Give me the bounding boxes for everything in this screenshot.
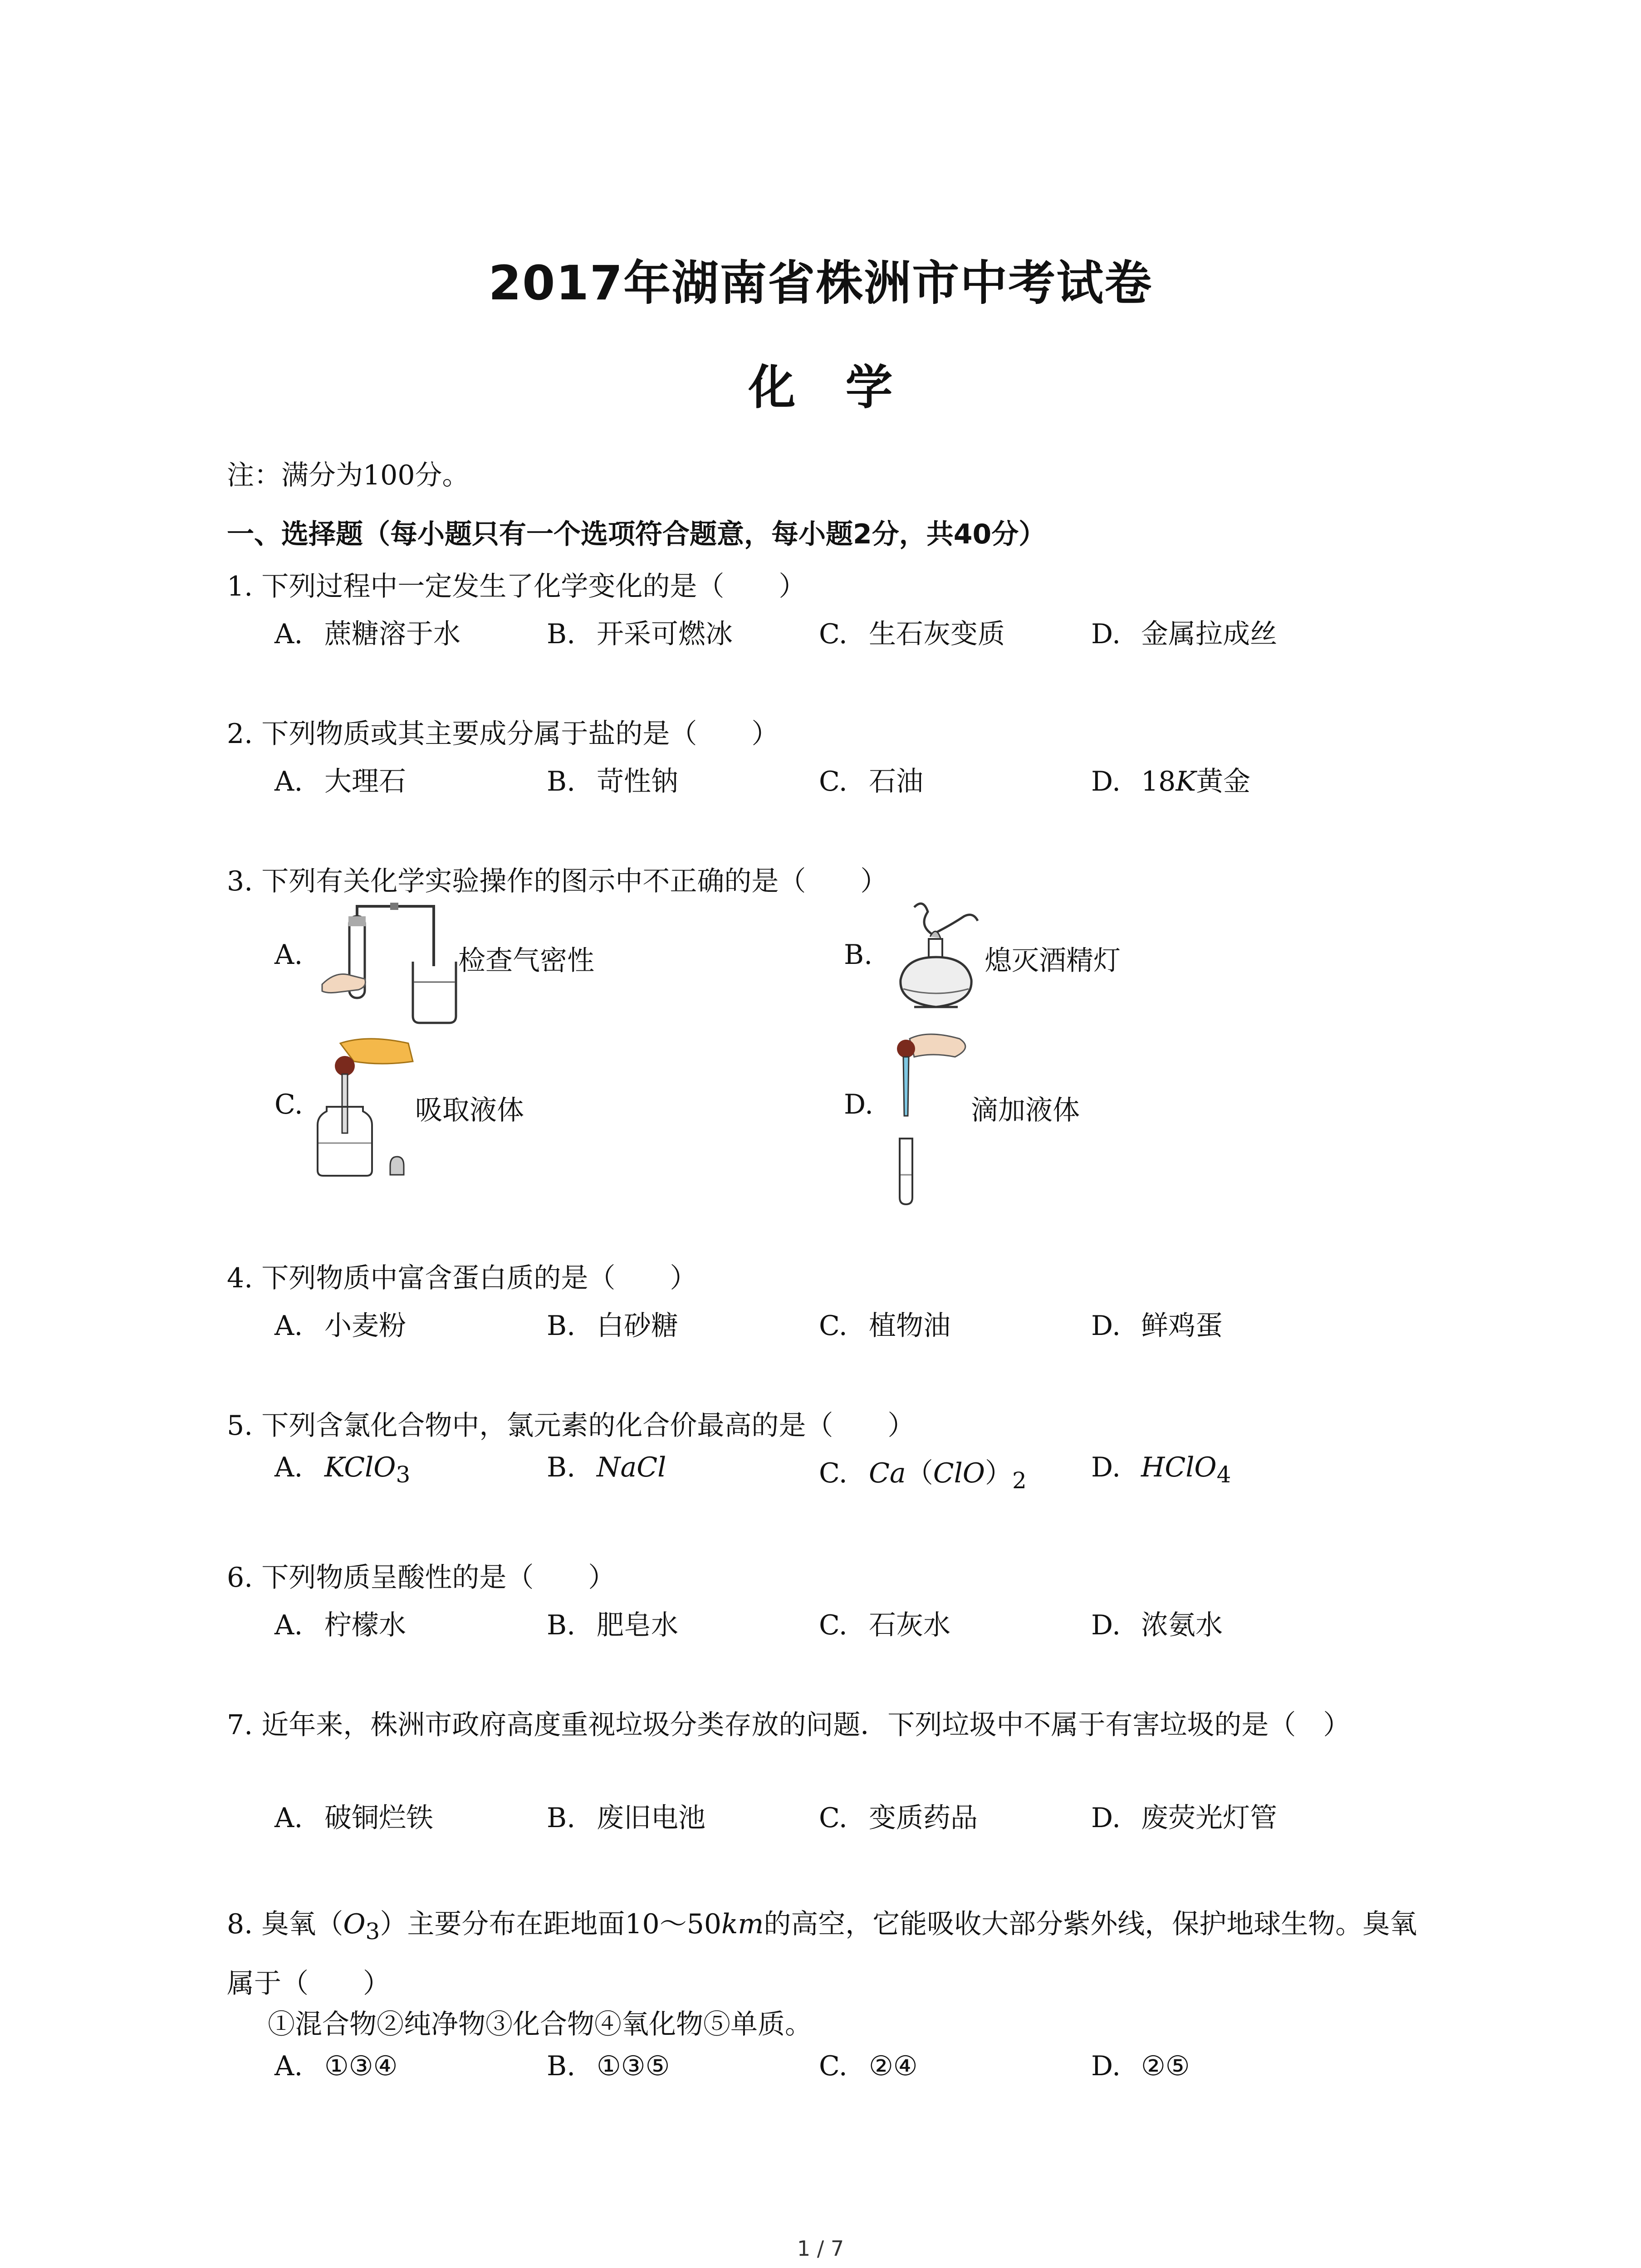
exam-title: 2017年湖南省株洲市中考试卷 <box>488 255 1153 311</box>
airtightness-check-icon <box>318 903 463 1030</box>
option-b[interactable]: B. 肥皂水 <box>547 1609 678 1641</box>
question-6-stem: 6. 下列物质呈酸性的是（ ） <box>227 1562 616 1593</box>
score-note: 注：满分为100分。 <box>227 459 470 491</box>
option-c[interactable]: C. 植物油 <box>819 1310 950 1342</box>
option-a[interactable]: A. KClO$_3$ <box>274 1452 411 1488</box>
option-d[interactable]: D. 鲜鸡蛋 <box>1091 1310 1223 1342</box>
option-d[interactable]: D. 18K黄金 <box>1091 766 1251 797</box>
question-7-stem: 7. 近年来，株洲市政府高度重视垃圾分类存放的问题．下列垃圾中不属于有害垃圾的是（ ） <box>227 1709 1351 1741</box>
question-2-stem: 2. 下列物质或其主要成分属于盐的是（ ） <box>227 718 779 750</box>
question-8-options <box>274 2050 1454 2087</box>
option-c[interactable]: C. 生石灰变质 <box>819 618 1005 650</box>
option-d[interactable]: D. HClO$_4$ <box>1091 1452 1231 1488</box>
figure-a-label: 检查气密性 <box>458 945 594 977</box>
dropper-bottle-icon <box>313 1034 422 1184</box>
question-1-stem: 1. 下列过程中一定发生了化学变化的是（ ） <box>227 571 806 602</box>
option-c[interactable]: C. 变质药品 <box>819 1802 978 1834</box>
option-b[interactable]: B. 白砂糖 <box>547 1310 678 1342</box>
option-a[interactable]: A. 小麦粉 <box>274 1310 406 1342</box>
question-8-choices-line: ①混合物②纯净物③化合物④氧化物⑤单质。 <box>268 2009 812 2040</box>
question-8-stem: 8. 臭氧$(O_3)$主要分布在距地面10～50km的高空，它能吸收大部分紫外线，保护地球生物。臭氧属于（ ） <box>227 1908 1417 1999</box>
option-b[interactable]: B. 废旧电池 <box>547 1802 705 1834</box>
option-d[interactable]: D. ②⑤ <box>1091 2050 1190 2082</box>
option-d[interactable]: D. 废荧光灯管 <box>1091 1802 1277 1834</box>
option-c[interactable]: C. $Ca(ClO)_2$ <box>819 1457 1027 1494</box>
option-c[interactable]: C. ②④ <box>819 2050 918 2082</box>
question-4-options <box>274 1304 1454 1340</box>
figure-a-letter[interactable]: A. <box>274 939 303 971</box>
question-6-options <box>274 1603 1454 1640</box>
figure-c-label: 吸取液体 <box>415 1095 524 1126</box>
question-3-stem: 3. 下列有关化学实验操作的图示中不正确的是（ ） <box>227 865 888 897</box>
option-a[interactable]: A. ①③④ <box>274 2050 398 2082</box>
question-4-stem: 4. 下列物质中富含蛋白质的是（ ） <box>227 1262 697 1294</box>
figure-b-letter[interactable]: B. <box>844 939 873 971</box>
question-7-options <box>274 1796 1454 1833</box>
option-a[interactable]: A. 蔗糖溶于水 <box>274 618 460 650</box>
section-heading: 一、选择题（每小题只有一个选项符合题意，每小题2分，共40分） <box>227 518 1046 550</box>
question-2-options <box>274 760 1454 796</box>
option-a[interactable]: A. 柠檬水 <box>274 1609 406 1641</box>
page-number: 1 / 7 <box>797 2236 844 2261</box>
figure-d-letter[interactable]: D. <box>844 1089 874 1120</box>
option-d[interactable]: D. 浓氨水 <box>1091 1609 1223 1641</box>
subject-title: 化学 <box>748 360 943 415</box>
option-c[interactable]: C. 石灰水 <box>819 1609 950 1641</box>
option-b[interactable]: B. ①③⑤ <box>547 2050 670 2082</box>
figure-d-label: 滴加液体 <box>971 1095 1080 1126</box>
option-b[interactable]: B. 苛性钠 <box>547 766 678 797</box>
figure-c-letter[interactable]: C. <box>274 1089 303 1120</box>
option-d[interactable]: D. 金属拉成丝 <box>1091 618 1277 650</box>
option-a[interactable]: A. 破铜烂铁 <box>274 1802 433 1834</box>
dropper-tube-icon <box>882 1025 982 1211</box>
option-b[interactable]: B. NaCl <box>547 1452 666 1483</box>
figure-b-label: 熄灭酒精灯 <box>985 945 1121 977</box>
question-1-options <box>274 612 1454 649</box>
alcohol-lamp-icon <box>887 898 987 1025</box>
option-c[interactable]: C. 石油 <box>819 766 923 797</box>
question-5-stem: 5. 下列含氯化合物中，氯元素的化合价最高的是（ ） <box>227 1410 915 1442</box>
question-5-options <box>274 1452 1454 1494</box>
option-b[interactable]: B. 开采可燃冰 <box>547 618 733 650</box>
option-a[interactable]: A. 大理石 <box>274 766 406 797</box>
